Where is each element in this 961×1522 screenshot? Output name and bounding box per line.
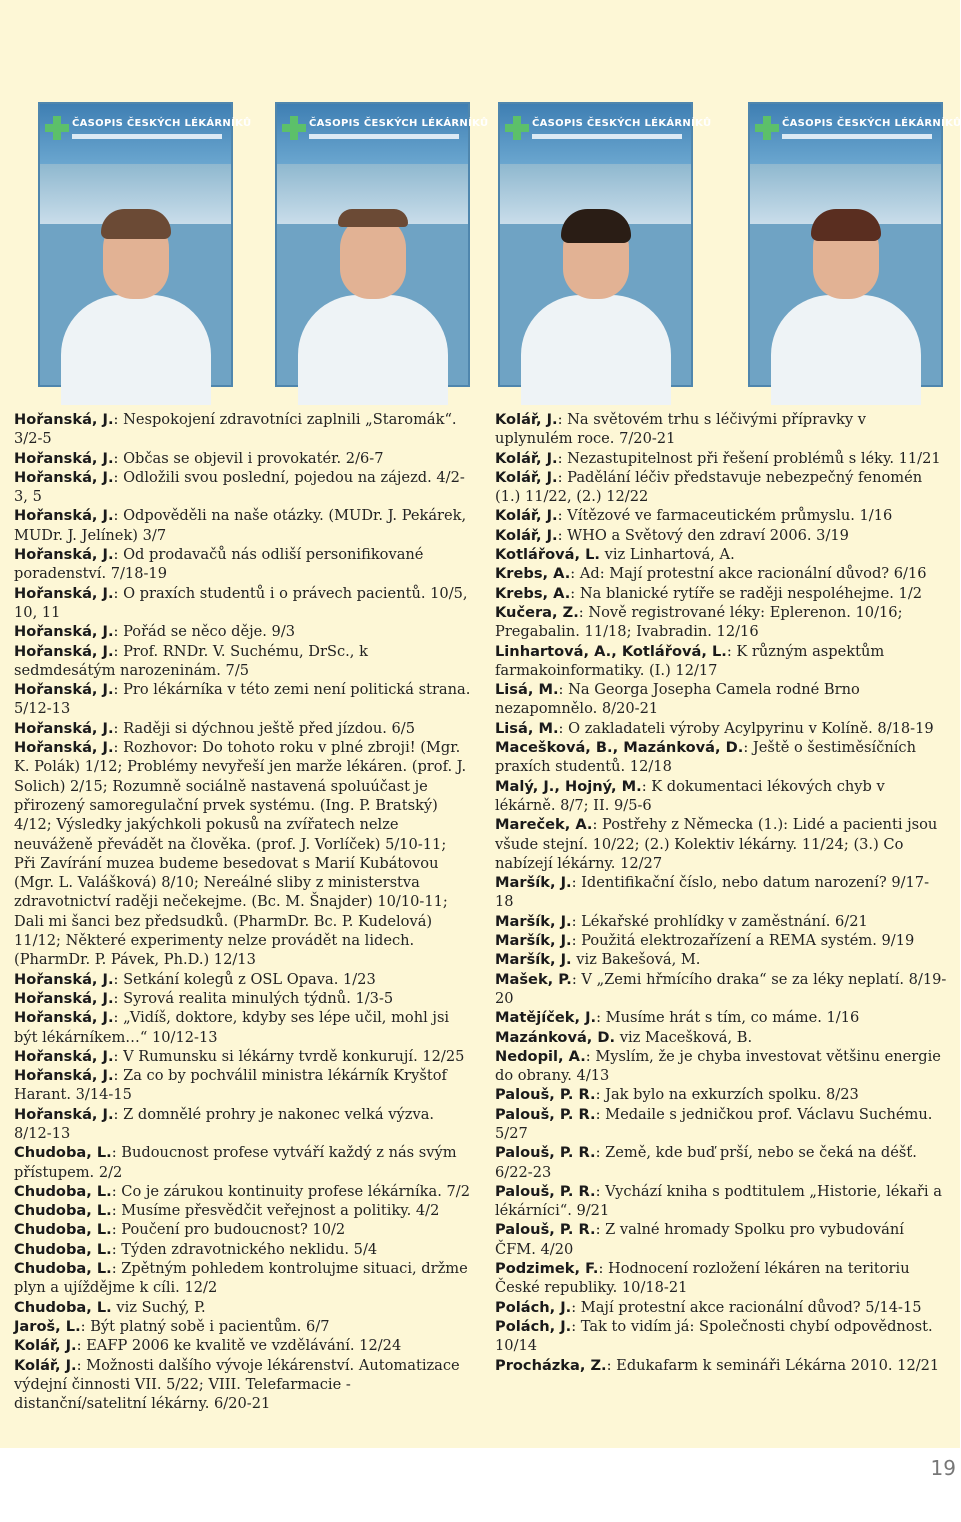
entry-text: : Raději si dýchnou ještě před jízdou. 6/5 (113, 719, 415, 737)
entry-text: : EAFP 2006 ke kvalitě ve vzdělávání. 12/24 (76, 1337, 402, 1355)
entry-text: : Medaile s jedničkou prof. Václavu Suchému. 5/27 (495, 1105, 933, 1142)
entry-author: Chudoba, L. (14, 1260, 112, 1278)
entry-text: : Možnosti dalšího vývoje lékárenství. Automatizace výdejní činnosti VII. 5/22; VIII. Telefarmacie - distanční/satelitní lékárny. 6/20-21 (14, 1356, 460, 1413)
entry-author: Palouš, P. R. (495, 1182, 596, 1200)
index-entry (495, 642, 947, 681)
index-entry (14, 410, 472, 449)
index-entry (495, 1317, 947, 1356)
entry-author: Maršík, J. (495, 912, 572, 930)
entry-text: : Prof. RNDr. V. Suchému, DrSc., k sedmdesátým narozeninám. 7/5 (14, 642, 368, 679)
cover-photo (288, 205, 458, 405)
entry-text: : Být platný sobě i pacientům. 6/7 (80, 1317, 330, 1335)
entry-text: : Tak to vidím já: Společnosti chybí odpovědnost. 10/14 (495, 1317, 933, 1355)
index-entry (14, 1259, 472, 1298)
entry-author: Podzimek, F. (495, 1260, 599, 1278)
entry-author: Kolář, J. (495, 468, 558, 486)
entry-author: Hořanská, J. (14, 584, 114, 602)
entry-author: Malý, J., Hojný, M. (495, 777, 642, 795)
cover-photo (761, 205, 931, 405)
index-entry (495, 468, 947, 507)
entry-text: : Na světovém trhu s léčivými přípravky v uplynulém roce. 7/20-21 (495, 411, 867, 448)
entry-author: Chudoba, L. (14, 1182, 112, 1200)
index-entry (495, 564, 947, 583)
entry-author: Chudoba, L. (14, 1144, 112, 1162)
journal-cover-3 (498, 102, 712, 387)
pharmacy-cross-icon (282, 116, 306, 140)
index-entry (14, 622, 472, 641)
entry-text: : Budoucnost profese vytváří každý z nás svým přístupem. 2/2 (14, 1144, 457, 1181)
index-entry (14, 1356, 472, 1414)
index-entry (495, 912, 947, 931)
entry-author: Polách, J. (495, 1317, 572, 1335)
entry-author: Maršík, J. (495, 874, 572, 892)
entry-author: Maršík, J. (495, 932, 572, 950)
entry-author: Krebs, A. (495, 584, 571, 602)
index-entry (14, 970, 472, 989)
entry-text: : Odložili svou poslední, pojedou na zájezd. 4/2-3, 5 (14, 468, 465, 506)
entry-text: : K dokumentaci lékových chyb v lékárně. 8/7; II. 9/5-6 (495, 777, 885, 814)
entry-author: Hořanská, J. (14, 739, 114, 757)
entry-author: Linhartová, A., Kotlářová, L. (495, 642, 727, 660)
index-entry (14, 1066, 472, 1105)
entry-text: : Zpětným pohledem kontrolujme situaci, držme plyn a ujíždějme k cíli. 12/2 (14, 1260, 468, 1297)
entry-author: Nedopil, A. (495, 1047, 586, 1065)
entry-text: : Na blanické rytíře se raději nespoléhejme. 1/2 (570, 584, 923, 602)
entry-text: : Občas se objevil i provokatér. 2/6-7 (113, 449, 384, 467)
entry-author: Krebs, A. (495, 565, 571, 583)
entry-text: : Na Georga Josepha Camela rodné Brno nezapomnělo. 8/20-21 (495, 681, 860, 718)
index-entry (14, 642, 472, 681)
entry-text: : O zakladateli výroby Acylpyrinu v Kolíně. 8/18-19 (558, 719, 934, 737)
index-entry (495, 1085, 947, 1104)
entry-text: viz Macešková, B. (615, 1028, 753, 1046)
index-entry (14, 1105, 472, 1144)
index-entry (495, 1220, 947, 1259)
entry-text: : V Rumunsku si lékárny tvrdě konkurují. 12/25 (113, 1047, 465, 1065)
index-entry (495, 1182, 947, 1221)
entry-text: : Vítězové ve farmaceutickém průmyslu. 1/16 (557, 507, 893, 525)
entry-author: Hořanská, J. (14, 623, 114, 641)
index-entry (495, 526, 947, 545)
entry-text: : Myslím, že je chyba investovat většinu energie do obrany. 4/13 (495, 1047, 941, 1085)
index-entry (14, 680, 472, 719)
entry-author: Hořanská, J. (14, 546, 114, 564)
cover-photo (511, 205, 681, 405)
index-entry (495, 815, 947, 873)
entry-author: Chudoba, L. (14, 1298, 112, 1316)
index-entry (495, 1008, 947, 1027)
entry-author: Chudoba, L. (14, 1202, 112, 1220)
journal-covers (38, 102, 961, 390)
entry-text: : Nespokojení zdravotníci zaplnili „Staromák“. 3/2-5 (14, 411, 457, 448)
journal-cover-1 (38, 102, 252, 387)
index-entry (495, 738, 947, 777)
index-entry (14, 1047, 472, 1066)
entry-author: Kolář, J. (14, 1337, 77, 1355)
entry-author: Polách, J. (495, 1298, 572, 1316)
index-entry (14, 506, 472, 545)
entry-text: : Musíme přesvědčit veřejnost a politiky. 4/2 (111, 1202, 440, 1220)
entry-text: : Země, kde buď prší, nebo se čeká na déšť. 6/22-23 (495, 1144, 917, 1181)
entry-author: Procházka, Z. (495, 1356, 607, 1374)
cover-title: ČASOPIS ČESKÝCH LÉKÁRNÍKŮ (72, 118, 252, 129)
entry-text: : Mají protestní akce racionální důvod? 5/14-15 (571, 1298, 922, 1316)
entry-author: Jaroš, L. (14, 1317, 81, 1335)
entry-text: : WHO a Světový den zdraví 2006. 3/19 (557, 526, 849, 544)
pharmacy-cross-icon (755, 116, 779, 140)
entry-author: Hořanská, J. (14, 449, 114, 467)
entry-text: : Pořád se něco děje. 9/3 (113, 623, 296, 641)
entry-author: Palouš, P. R. (495, 1144, 596, 1162)
index-entry (14, 989, 472, 1008)
journal-cover-4 (748, 102, 961, 387)
entry-text: : Odpověděli na naše otázky. (MUDr. J. Pekárek, MUDr. J. Jelínek) 3/7 (14, 507, 467, 544)
index-entry (495, 1298, 947, 1317)
entry-author: Hořanská, J. (14, 507, 114, 525)
entry-text: : Padělání léčiv představuje nebezpečný fenomén (1.) 11/22, (2.) 12/22 (495, 468, 923, 506)
entry-author: Matějíček, J. (495, 1009, 597, 1027)
index-entry (495, 680, 947, 719)
index-entry (495, 873, 947, 912)
index-entry (14, 545, 472, 584)
entry-author: Hořanská, J. (14, 719, 114, 737)
cover-title: ČASOPIS ČESKÝCH LÉKÁRNÍKŮ (532, 118, 712, 129)
entry-text: : Jak bylo na exkurzích spolku. 8/23 (595, 1086, 859, 1104)
entry-author: Chudoba, L. (14, 1240, 112, 1258)
entry-author: Hořanská, J. (14, 681, 114, 699)
entry-author: Palouš, P. R. (495, 1105, 596, 1123)
index-entry (14, 1201, 472, 1220)
entry-text: : „Vidíš, doktore, kdyby ses lépe učil, mohl jsi být lékárníkem…“ 10/12-13 (14, 1009, 450, 1046)
pharmacy-cross-icon (45, 116, 69, 140)
entry-text: : Hodnocení rozložení lékáren na teritoriu České republiky. 10/18-21 (495, 1260, 910, 1297)
entry-text: : Identifikační číslo, nebo datum narození? 9/17-18 (495, 874, 930, 911)
entry-author: Hořanská, J. (14, 970, 114, 988)
entry-text: : Za co by pochválil ministra lékárník Kryštof Harant. 3/14-15 (14, 1067, 447, 1104)
entry-author: Hořanská, J. (14, 468, 114, 486)
entry-author: Maršík, J. (495, 951, 572, 969)
index-entry (495, 545, 947, 564)
entry-author: Chudoba, L. (14, 1221, 112, 1239)
entry-text: : O praxích studentů i o právech pacientů. 10/5, 10, 11 (14, 584, 468, 621)
entry-text: : Vychází kniha s podtitulem „Historie, lékaři a lékárníci“. 9/21 (495, 1182, 942, 1220)
entry-text: : V „Zemi hřmícího draka“ se za léky neplatí. 8/19-20 (495, 970, 947, 1007)
index-entry (14, 584, 472, 623)
entry-author: Mareček, A. (495, 816, 593, 834)
index-entry (14, 1008, 472, 1047)
index-entry (14, 449, 472, 468)
index-entry (14, 1336, 472, 1355)
cover-title: ČASOPIS ČESKÝCH LÉKÁRNÍKŮ (309, 118, 489, 129)
entry-text: : Nově registrované léky: Eplerenon. 10/16; Pregabalin. 11/18; Ivabradin. 12/16 (495, 603, 903, 641)
entry-text: : Rozhovor: Do tohoto roku v plné zbroji! (Mgr. K. Polák) 1/12; Problémy nevyřeší jen marže lékáren. (prof. J. Solich) 2/15; Rozumně sociálně nastavená spoluúčast je přirozený samoregulační prvek systému. (Ing. P. Bratský) 4/12; Výsledky jakýchkoli pokusů na zvířatech nelze neuváženě převádět na člověka. (prof. J. Vorlíček) 5/10-11; Při Zavírání muzea budeme besedovat s Marií Kubátovou (Mgr. L. Valášková) 8/10; Nereálné sliby z ministerstva zdravotnictví raději nečekejme. (Bc. M. Šnajder) 10/10-11; Dali mi šanci bez předsudků. (PharmDr. Bc. P. Kudelová) 11/12; Některé experimenty nelze provádět na lidech. (PharmDr. P. Pávek, Ph.D.) 12/13 (14, 739, 467, 969)
entry-author: Hořanská, J. (14, 1009, 114, 1027)
entry-text: : Od prodavačů nás odliší personifikované poradenství. 7/18-19 (14, 546, 424, 583)
index-entry (14, 738, 472, 970)
entry-text: : Použitá elektrozařízení a REMA systém. 9/19 (571, 932, 915, 950)
cover-title: ČASOPIS ČESKÝCH LÉKÁRNÍKŮ (782, 118, 961, 129)
entry-text: viz Linhartová, A. (599, 546, 735, 564)
entry-text: : Musíme hrát s tím, co máme. 1/16 (596, 1009, 860, 1027)
index-entry (495, 584, 947, 603)
entry-author: Kolář, J. (495, 411, 558, 428)
entry-author: Hořanská, J. (14, 1105, 114, 1123)
index-entry (495, 410, 947, 449)
index-entry (495, 1143, 947, 1182)
index-entry (495, 931, 947, 950)
entry-author: Kolář, J. (495, 449, 558, 467)
entry-author: Mazánková, D. (495, 1028, 616, 1046)
entry-author: Palouš, P. R. (495, 1221, 596, 1239)
entry-text: : Setkání kolegů z OSL Opava. 1/23 (113, 970, 376, 988)
index-entry (495, 970, 947, 1009)
entry-author: Hořanská, J. (14, 411, 114, 428)
index-column-left (14, 410, 472, 1413)
entry-author: Kolář, J. (495, 526, 558, 544)
journal-cover-2 (275, 102, 489, 387)
index-entry (14, 1240, 472, 1259)
entry-text: : K různým aspektům farmakoinformatiky. (I.) 12/17 (495, 642, 885, 679)
entry-author: Hořanská, J. (14, 1067, 114, 1085)
index-entry (14, 1220, 472, 1239)
entry-author: Kučera, Z. (495, 603, 579, 621)
index-entry (495, 719, 947, 738)
index-entry (14, 719, 472, 738)
index-entry (495, 950, 947, 969)
index-entry (495, 777, 947, 816)
entry-author: Kolář, J. (14, 1356, 77, 1374)
entry-text: : Lékařské prohlídky v zaměstnání. 6/21 (571, 912, 868, 930)
index-entry (495, 1105, 947, 1144)
entry-author: Mašek, P. (495, 970, 572, 988)
entry-text: : Poučení pro budoucnost? 10/2 (111, 1221, 346, 1239)
index-entry (14, 1143, 472, 1182)
entry-author: Kotlářová, L. (495, 546, 600, 564)
entry-text: : Postřehy z Německa (1.): Lidé a pacienti jsou všude stejní. 10/22; (2.) Kolektiv lékárny. 11/24; (3.) Co nabízejí lékárny. 12/27 (495, 816, 938, 872)
cover-photo (51, 205, 221, 405)
entry-author: Hořanská, J. (14, 989, 114, 1007)
index-entry (14, 1298, 472, 1317)
entry-author: Hořanská, J. (14, 642, 114, 660)
index-entry (14, 1317, 472, 1336)
index-entry (495, 449, 947, 468)
entry-text: : Týden zdravotnického neklidu. 5/4 (111, 1240, 378, 1258)
page-number: 19 (930, 1456, 956, 1480)
entry-author: Lisá, M. (495, 719, 559, 737)
index-entry (14, 1182, 472, 1201)
pharmacy-cross-icon (505, 116, 529, 140)
index-entry (14, 468, 472, 507)
entry-author: Lisá, M. (495, 681, 559, 699)
entry-author: Macešková, B., Mazánková, D. (495, 739, 744, 757)
entry-text: viz Bakešová, M. (571, 951, 701, 969)
index-entry (495, 1356, 947, 1375)
entry-text: : Nezastupitelnost při řešení problémů s léky. 11/21 (557, 449, 941, 467)
entry-text: : Pro lékárníka v této zemi není politická strana. 5/12-13 (14, 681, 471, 718)
index-entry (495, 1047, 947, 1086)
entry-text: : Edukafarm k semináři Lékárna 2010. 12/21 (606, 1356, 940, 1374)
entry-text: : Co je zárukou kontinuity profese lékárníka. 7/2 (111, 1182, 470, 1200)
entry-text: : Z valné hromady Spolku pro vybudování ČFM. 4/20 (495, 1221, 904, 1258)
index-entry (495, 506, 947, 525)
entry-text: : Ještě o šestiměsíčních praxích studentů. 12/18 (495, 739, 917, 776)
index-entry (495, 603, 947, 642)
entry-author: Kolář, J. (495, 507, 558, 525)
entry-text: : Ad: Mají protestní akce racionální důvod? 6/16 (570, 565, 927, 583)
index-column-right (495, 410, 947, 1375)
entry-text: viz Suchý, P. (111, 1298, 206, 1316)
entry-author: Palouš, P. R. (495, 1086, 596, 1104)
entry-text: : Z domnělé prohry je nakonec velká výzva. 8/12-13 (14, 1105, 435, 1142)
index-entry (495, 1259, 947, 1298)
entry-text: : Syrová realita minulých týdnů. 1/3-5 (113, 989, 394, 1007)
index-entry (495, 1028, 947, 1047)
entry-author: Hořanská, J. (14, 1047, 114, 1065)
